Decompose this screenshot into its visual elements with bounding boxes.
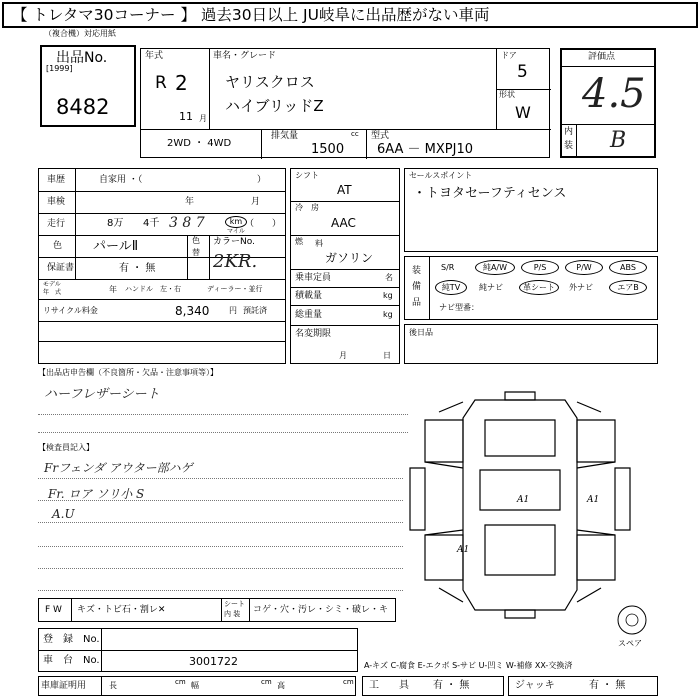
color-change-1: 色 [192, 236, 200, 245]
damage-mark-2: A1 [587, 495, 600, 505]
cert-height-unit: cm [343, 678, 354, 686]
year-label: 年式 [145, 51, 164, 61]
fw-label: F W [45, 605, 62, 615]
load-unit: kg [383, 291, 393, 300]
lot-label: 出品No. [56, 50, 108, 66]
history-close: ） [257, 175, 267, 185]
weight-unit: kg [383, 310, 393, 319]
color-label: 色 [53, 241, 63, 251]
equip-tv: 純TV [435, 280, 467, 295]
equip-pw: P/W [565, 260, 603, 275]
year-value: 2 [175, 71, 188, 95]
damage-mark-1: A1 [517, 495, 530, 505]
year-era: R [155, 73, 167, 93]
cert-height: 高 [277, 681, 285, 690]
seller-notes-value: ハーフレザーシート [44, 387, 160, 402]
cert-width: 幅 [191, 681, 199, 690]
tools-value: 有 ・ 無 [433, 680, 470, 691]
recycle-unit: 円 [229, 306, 237, 315]
fw-row [38, 598, 396, 622]
inspector-line-2: Fr. ロア ソリ小 S [48, 487, 145, 501]
spare-tire-icon [614, 604, 650, 640]
interior-value: B [610, 128, 627, 153]
equip-leather: 革シート [519, 280, 559, 295]
inspection-year-unit: 年 [185, 197, 195, 207]
aircon-label: 冷 房 [295, 203, 319, 212]
fuel-label-1: 燃 [295, 237, 303, 246]
color-value: パールⅡ [93, 239, 139, 254]
mileage-paren: （ ） [245, 219, 282, 229]
lot-year: [1999] [46, 64, 73, 73]
tools-row [362, 676, 504, 696]
mileage-digits: 3 8 7 [169, 215, 205, 231]
damage-legend: A-キズ C-腐食 E-エクボ S-サビ U-凹ミ W-補修 XX-交換済 [364, 661, 573, 670]
damage-mark-3: A1 [457, 545, 470, 555]
chassis-label: 車 台 No. [43, 655, 100, 666]
mileage-man: 8万 [107, 218, 124, 229]
score-label: 評価点 [588, 52, 616, 62]
weight-label: 総重量 [295, 310, 323, 320]
car-name: ヤリスクロス [225, 73, 315, 91]
color-change-2: 替 [192, 248, 200, 257]
inspector-label: 【検査員記入】 [38, 443, 94, 452]
equipment-label-3: 品 [412, 298, 422, 308]
later-items-box [404, 324, 658, 364]
mileage-mile: マイル [227, 228, 245, 235]
sales-value: ・トヨタセーフティセンス [413, 186, 567, 201]
registration-table [38, 628, 358, 672]
header-banner [2, 2, 698, 28]
jack-label: ジャッキ [515, 680, 555, 691]
fw-text-2: コゲ・穴・汚レ・シミ・破レ・キ [253, 605, 389, 615]
year-month: 11 [179, 110, 193, 123]
drive-value: 2WD ・ 4WD [167, 138, 232, 149]
sales-point-box [404, 168, 658, 252]
mileage-km-circle [225, 216, 247, 228]
jack-row [508, 676, 658, 696]
capacity-label: 乗車定員 [295, 273, 332, 283]
tools-label: 工 具 [369, 680, 409, 691]
name-change-day: 日 [383, 351, 391, 360]
equipment-label-2: 備 [412, 282, 422, 292]
history-value: 自家用 ・（ [99, 175, 143, 185]
paper-note: （複合機）対応用紙 [44, 29, 116, 38]
displacement-label: 排気量 [271, 131, 299, 141]
model-value: 6AA － MXPJ10 [377, 142, 474, 157]
fuel-label-2: 料 [315, 239, 323, 248]
inspection-label: 車検 [47, 197, 66, 207]
equip-ps: P/S [521, 260, 559, 275]
fw-seat-1: シート [224, 600, 245, 608]
fw-text-1: キズ・トビ石・割レ✕ [77, 605, 166, 615]
fuel-value: ガソリン [325, 251, 374, 265]
handle: ハンドル 左・右 [125, 285, 181, 293]
inspection-month-unit: 月 [251, 197, 261, 207]
name-change-label: 名変期限 [295, 329, 332, 339]
cert-length-unit: cm [175, 678, 186, 686]
dealer: ディーラー・並行 [207, 285, 263, 293]
equip-airbag: エアB [609, 280, 647, 295]
equip-navi: 純ナビ [479, 283, 503, 292]
jack-value: 有 ・ 無 [589, 680, 626, 691]
model-year-label-2: 年 式 [43, 289, 62, 296]
spare-label: スペア [618, 639, 642, 648]
drive-specs-table [290, 168, 400, 364]
model-label: 型式 [371, 131, 390, 141]
mileage-sen: 4千 [143, 218, 160, 229]
interior-label-1: 内 [564, 127, 574, 137]
displacement-unit: cc [351, 130, 359, 138]
equipment-label-1: 装 [412, 266, 422, 276]
shape-label: 形状 [499, 90, 515, 99]
navi-model-label: ナビ型番： [439, 303, 479, 312]
warranty-label: 保証書 [47, 263, 75, 273]
equipment-box [404, 256, 658, 320]
registration-label: 登 録 No. [43, 634, 100, 645]
shift-value: AT [337, 183, 352, 197]
seller-notes-label: 【出品店申告欄（不良箇所・欠品・注意事項等）】 [38, 368, 218, 377]
doors-value: 5 [517, 62, 528, 82]
aircon-value: AAC [331, 216, 356, 230]
interior-label-2: 装 [564, 141, 574, 151]
car-label: 車名・グレード [213, 51, 277, 61]
warranty-value: 有 ・ 無 [119, 263, 156, 274]
year-month-unit: 月 [199, 114, 207, 123]
cert-length: 長 [109, 681, 117, 690]
banner-title: 【 トレタマ30コーナー 】 過去30日以上 JU岐阜に出品歴がない車両 [12, 6, 490, 24]
vehicle-details-table [38, 168, 286, 364]
color-no-label: カラーNo. [213, 237, 255, 247]
car-grade: ハイブリッドZ [225, 97, 324, 115]
capacity-unit: 名 [385, 273, 393, 282]
fw-seat-2: 内 装 [224, 610, 241, 618]
sales-label: セールスポイント [409, 171, 473, 180]
model-year-unit: 年 [109, 285, 117, 294]
later-label: 後日品 [409, 328, 433, 337]
shape-value: W [515, 103, 531, 122]
model-year-label-1: モデル [43, 281, 61, 288]
shift-label: シフト [295, 171, 319, 180]
vehicle-info-grid [140, 48, 550, 158]
mileage-label: 走行 [47, 219, 66, 229]
recycle-note: 預託済 [243, 306, 267, 315]
load-label: 積載量 [295, 291, 323, 301]
inspector-line-3: A.U [52, 507, 75, 521]
equip-awheel: 純A/W [475, 260, 515, 275]
chassis-value: 3001722 [189, 655, 238, 668]
name-change-month: 月 [339, 351, 347, 360]
mileage-km: km [229, 217, 243, 226]
history-label: 車歴 [47, 175, 66, 185]
garage-cert-row [38, 676, 356, 696]
recycle-value: 8,340 [175, 304, 210, 318]
lot-box [40, 45, 136, 127]
score-value: 4.5 [582, 71, 646, 117]
equip-ext-navi: 外ナビ [569, 283, 593, 292]
equip-sr: S/R [441, 263, 455, 272]
doors-label: ドア [501, 51, 517, 60]
displacement-value: 1500 [311, 142, 345, 157]
color-no-value: 2KR. [213, 251, 258, 272]
score-box [560, 48, 656, 158]
recycle-label: リサイクル料金 [43, 306, 98, 315]
cert-label: 車庫証明用 [41, 681, 87, 691]
cert-width-unit: cm [261, 678, 272, 686]
equip-abs: ABS [609, 260, 647, 275]
lot-number: 8482 [56, 95, 110, 119]
inspector-line-1: Frフェンダ アウター部ハゲ [44, 461, 193, 475]
vehicle-damage-diagram [405, 390, 635, 620]
